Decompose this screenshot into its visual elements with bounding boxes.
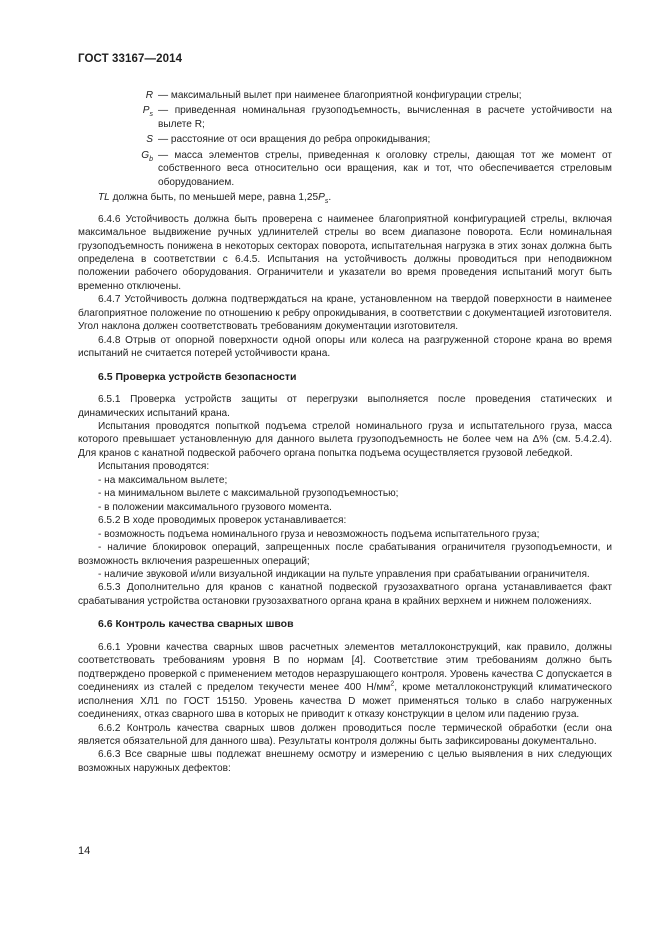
definition-ps: [78, 104, 612, 131]
paragraph-6-6-2: 6.6.2 Контроль качества сварных швов должен проводиться после термической обработки (если она является обязательной для данного шва). Результаты контроля должны быть зафиксированы документально.: [78, 722, 612, 747]
symbol-ps: $P_s$: [142, 105, 153, 119]
section-title-6-6: 6.6 Контроль качества сварных швов: [98, 618, 294, 631]
paragraph-tests: Испытания проводятся попыткой подъема стрелой номинального груза и испытательного груза, масса которого превышает установленную для данного вылета грузоподъемность не более чем на Δ% (см. 5.4.2.4). Для кранов с канатной подвеской рабочего органа попытка подъема осуществляется грузовой лебедкой.: [78, 420, 612, 459]
document-header: ГОСТ 33167—2014: [78, 53, 183, 65]
paragraph-6-5-1: 6.5.1 Проверка устройств защиты от перегрузки выполняется после проведения статических и динамических испытаний крана.: [78, 394, 612, 419]
section-title-6-5: 6.5 Проверка устройств безопасности: [98, 370, 297, 383]
symbol-r: R: [145, 90, 153, 101]
paragraph-6-4-8: 6.4.8 Отрыв от опорной поверхности одной опоры или колеса на разгруженной стороне крана во время испытаний не считается потерей устойчивости крана.: [78, 334, 612, 360]
definition-text: — масса элементов стрелы, приведенная к оголовку стрелы, дающая тот же момент от собственного веса относительно оси вращения, как и тот, что обеспечивается стреловым оборудованием.: [158, 149, 612, 188]
symbol-s: S: [146, 134, 153, 146]
definition-text: — расстояние от оси вращения до ребра опрокидывания;: [158, 134, 431, 146]
definition-gb: [78, 149, 612, 189]
definition-s: [78, 133, 612, 146]
list-item: - наличие блокировок операций, запрещенных после срабатывания ограничителя грузоподъемности, и возможность включения разрешенных операций;: [78, 542, 612, 567]
paragraph-tests-carried: Испытания проводятся:: [98, 461, 210, 473]
paragraph-6-5-2: 6.5.2 В ходе проводимых проверок устанавливается:: [98, 515, 347, 527]
paragraph-6-4-6: 6.4.6 Устойчивость должна быть проверена с наименее благоприятной конфигурацией стрелы, включая максимальное выдвижение ручных удлинителей стрелы во всем диапазоне поворота. Если номинальная грузоподъемность понижена в некоторых секторах поворота, испытательная нагрузка в этих зонах должна быть определена в соответствии с 6.4.5. Испытания на устойчивость должны проводиться при неподвижном положении рабочего оборудования. Ограничители и указатели во время проведения испытаний могут быть временно отключены.: [78, 213, 612, 292]
page-number: 14: [78, 845, 91, 857]
definition-text: — приведенная номинальная грузоподъемность, вычисленная в расчете устойчивости на вылете R;: [158, 105, 612, 130]
symbol-gb: $G_b$: [141, 149, 153, 163]
symbol-tl: TL: [98, 192, 110, 204]
list-item: - наличие звуковой и/или визуальной индикации на пульте управления при срабатывании ограничителя.: [98, 568, 590, 580]
page-content: [78, 89, 612, 775]
paragraph-6-6-1: 6.6.1 Уровни качества сварных швов расчетных элементов металлоконструкций, как правило, должны соответствовать требованиям уровня В по нормам [4]. Соответствие этим требованиям должно быть подтверждено проверкой с применением методов неразрушающего контроля. Уровень качества С допускается в соединениях из сталей с пределом текучести менее 400 $Н/мм^2$, кроме металлоконструкций климатического исполнения ХЛ1 по ГОСТ 15150. Уровень качества D может применяться только в слабо нагруженных соединениях, отказ сварного шва в которых не приводит к отказу конструкции в целом или падению груза.: [78, 641, 612, 721]
list-item: - на максимальном вылете;: [98, 474, 228, 486]
list-item: - в положении максимального грузового момента.: [98, 501, 332, 513]
paragraph-6-4-7: 6.4.7 Устойчивость должна подтверждаться на кране, установленном на твердой поверхности в наименее благоприятное положение по отношению к ребру опрокидывания, в соответствии с документацией изготовителя. Угол наклона должен соответствовать требованиям документации изготовителя.: [78, 294, 612, 333]
list-item: - возможность подъема номинального груза и невозможность подъема испытательного груза;: [98, 528, 540, 540]
definition-text: — максимальный вылет при наименее благоприятной конфигурации стрелы;: [158, 90, 522, 101]
paragraph-6-6-3: 6.6.3 Все сварные швы подлежат внешнему осмотру и измерению с целью выявления в них следующих возможных наружных дефектов:: [78, 749, 612, 774]
paragraph-6-5-3: 6.5.3 Дополнительно для кранов с канатной подвеской грузозахватного органа устанавливается факт срабатывания устройства остановки грузозахватного органа крана в крайних верхнем и нижнем положениях.: [78, 582, 612, 607]
tl-note: TL должна быть, по меньшей мере, равна $1,25P_s$.: [98, 192, 332, 206]
list-item: - на минимальном вылете с максимальной грузоподъемностью;: [98, 488, 399, 500]
definition-r: [78, 89, 612, 102]
